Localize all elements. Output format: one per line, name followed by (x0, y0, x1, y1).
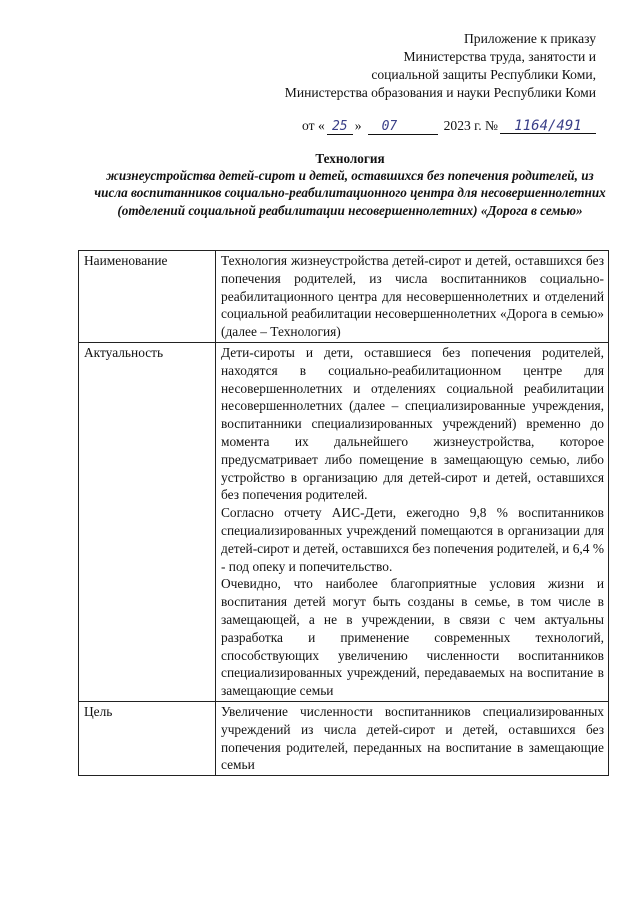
paragraph: Очевидно, что наиболее благоприятные условия жизни и воспитания детей могут быть созданы в семье, в том числе в замещающей, а не в учреждении, в связи с чем актуальны разработка и применение современных технологий, способствующих увеличению численности воспитанников специализированных учреждений, передаваемых на воспитание в замещающие семьи (221, 576, 604, 699)
order-mid: » (354, 118, 362, 133)
table-row (79, 342, 609, 701)
header-block (285, 30, 596, 102)
header-line: социальной защиты Республики Коми, (371, 67, 596, 82)
row-label: Цель (79, 701, 216, 775)
paragraph: Дети-сироты и дети, оставшиеся без попечения родителей, находятся в социально-реабилитационном центре для несовершеннолетних и отделениях социальной реабилитации несовершеннолетних (далее – специализированные учреждения, воспитанники специализированных учреждений) временно до момента их дальнейшего жизнеустройства, которое предусматривает либо помещение в замещающую семью, либо устройство в организацию для детей-сирот и детей, оставшихся без попечения родителей. (221, 344, 604, 503)
header-line: Приложение к приказу (463, 31, 596, 46)
order-prefix: от « (302, 118, 325, 133)
header-line: Министерства образования и науки Республики Коми (284, 85, 596, 100)
row-label: Актуальность (79, 342, 216, 701)
row-content (216, 251, 609, 343)
doc-title-main: Технология (315, 151, 385, 166)
row-content (216, 701, 609, 775)
technology-table (78, 250, 609, 776)
order-month: 07 (368, 120, 438, 135)
order-number: 1164/491 (500, 119, 596, 134)
table-row (79, 251, 609, 343)
doc-title (90, 150, 610, 219)
order-year: 2023 г. № (443, 118, 498, 133)
paragraph: Технология жизнеустройства детей-сирот и детей, оставшихся без попечения родителей, из числа воспитанников социально-реабилитационного центра для несовершеннолетних и отделений социальной реабилитации несовершеннолетних «Дорога в семью» (далее – Технология) (221, 253, 604, 340)
table-row (79, 701, 609, 775)
doc-title-sub: жизнеустройства детей-сирот и детей, оставшихся без попечения родителей, из числа воспитанников социально-реабилитационного центра для несовершеннолетних (отделений социальной реабилитации несовершеннолетних) «Дорога в семью» (94, 168, 606, 218)
row-content (216, 342, 609, 701)
paragraph: Увеличение численности воспитанников специализированных учреждений из числа детей-сирот и детей, оставшихся без попечения родителей, переданных на воспитание в замещающие семьи (221, 703, 604, 773)
paragraph: Согласно отчету АИС-Дети, ежегодно 9,8 % воспитанников специализированных учреждений помещаются в организации для детей-сирот и детей, оставшихся без попечения родителей, и 6,4 % - под опеку и попечительство. (221, 505, 604, 574)
order-line (302, 118, 596, 135)
order-day: 25 (327, 120, 353, 135)
row-label: Наименование (79, 251, 216, 343)
header-line: Министерства труда, занятости и (403, 49, 596, 64)
